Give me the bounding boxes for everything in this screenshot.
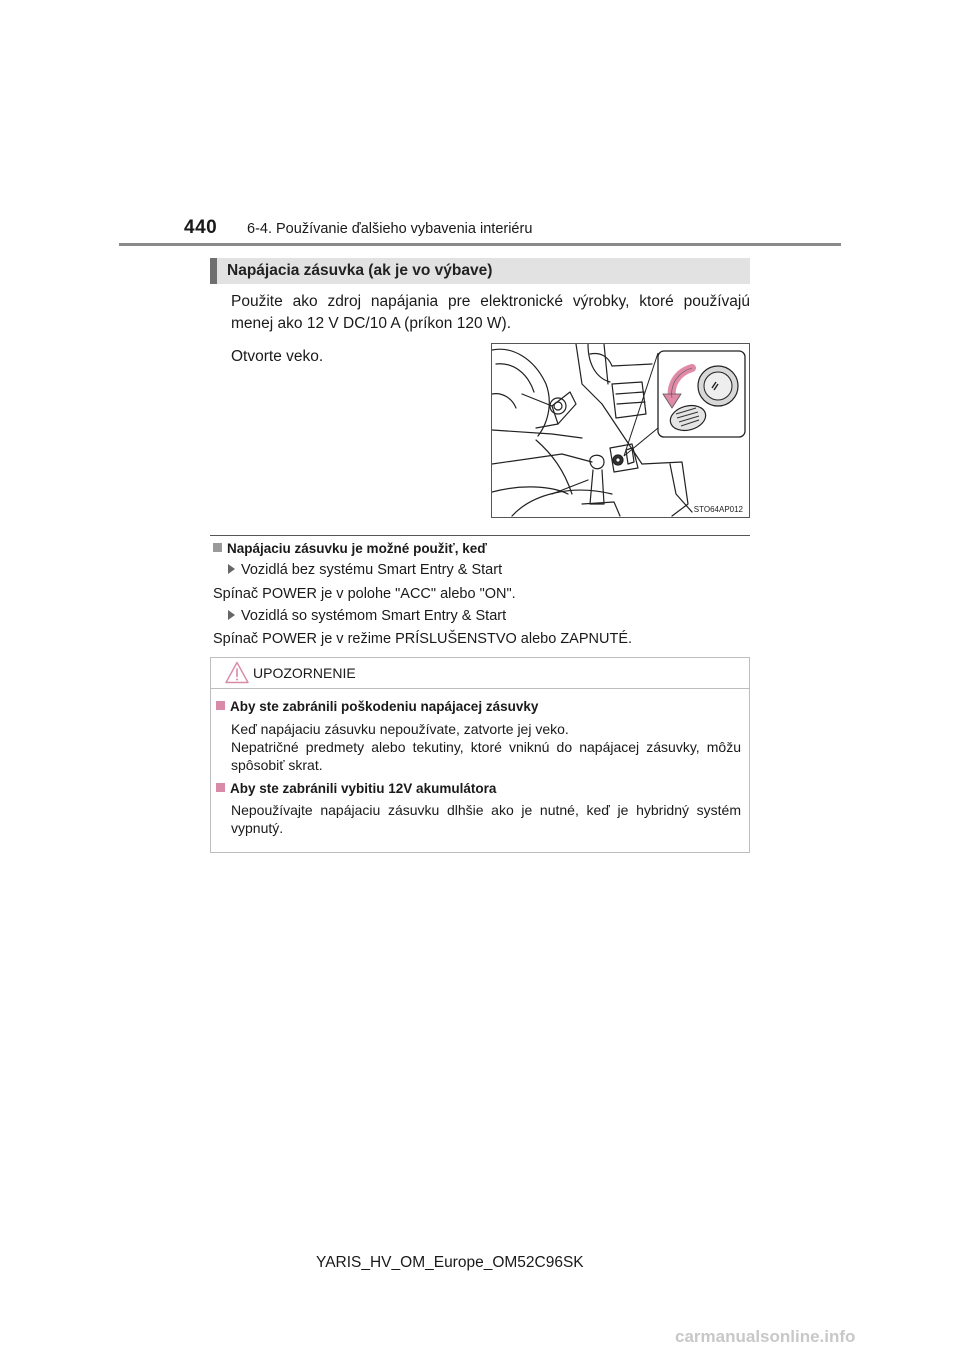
intro-paragraph: Použite ako zdroj napájania pre elektronické výrobky, ktoré používajú menej ako 12 V DC/10 A (príkon 120 W). (231, 293, 750, 332)
header-rule (119, 243, 841, 246)
triangle-bullet-icon (228, 610, 235, 620)
condition-label (228, 562, 502, 578)
condition-label-text: Vozidlá so systémom Smart Entry & Start (241, 608, 507, 624)
caution-item-line: Nepoužívajte napájaciu zásuvku dlhšie ako je nutné, keď je hybridný systém vypnutý. (231, 802, 741, 836)
document-id: YARIS_HV_OM_Europe_OM52C96SK (316, 1254, 584, 1271)
conditions-title-text: Napájaciu zásuvku je možné použiť, keď (227, 541, 487, 556)
caution-box (210, 657, 750, 853)
section-heading (210, 258, 750, 284)
conditions-title (213, 541, 487, 556)
caution-item-title-text: Aby ste zabránili vybitiu 12V akumulátora (230, 781, 497, 796)
condition-text: Spínač POWER je v polohe "ACC" alebo "ON". (213, 586, 516, 602)
caution-item-line: Nepatričné predmety alebo tekutiny, ktoré vniknú do napájacej zásuvky, môžu spôsobiť skrat. (231, 739, 741, 773)
page-number: 440 (184, 217, 218, 238)
condition-label-text: Vozidlá bez systému Smart Entry & Start (241, 562, 503, 578)
square-bullet-icon (213, 543, 222, 552)
section-divider (210, 535, 750, 536)
warning-triangle-icon (225, 661, 249, 684)
square-bullet-icon (216, 783, 225, 792)
caution-item-title (216, 781, 496, 796)
section-heading-text: Napájacia zásuvka (ak je vo výbave) (227, 262, 493, 279)
condition-text: Spínač POWER je v režime PRÍSLUŠENSTVO alebo ZAPNUTÉ. (213, 631, 633, 647)
triangle-bullet-icon (228, 564, 235, 574)
caution-item-text (231, 720, 741, 774)
caution-item-line: Keď napájaciu zásuvku nepoužívate, zatvorte jej veko. (231, 721, 569, 737)
caution-label: UPOZORNENIE (253, 665, 356, 681)
square-bullet-icon (216, 701, 225, 710)
condition-label (228, 608, 506, 624)
outlet-illustration (491, 343, 750, 518)
instruction-text: Otvorte veko. (231, 348, 324, 365)
watermark: carmanualsonline.info (675, 1327, 856, 1346)
dashboard-icon (492, 344, 749, 517)
caution-item-title-text: Aby ste zabránili poškodeniu napájacej zásuvky (230, 699, 539, 714)
caution-item-text (231, 801, 741, 837)
illustration-code: STO64AP012 (693, 505, 743, 514)
caution-header (211, 658, 749, 689)
section-title: 6-4. Používanie ďalšieho vybavenia interiéru (247, 221, 533, 237)
caution-item-title (216, 699, 538, 714)
